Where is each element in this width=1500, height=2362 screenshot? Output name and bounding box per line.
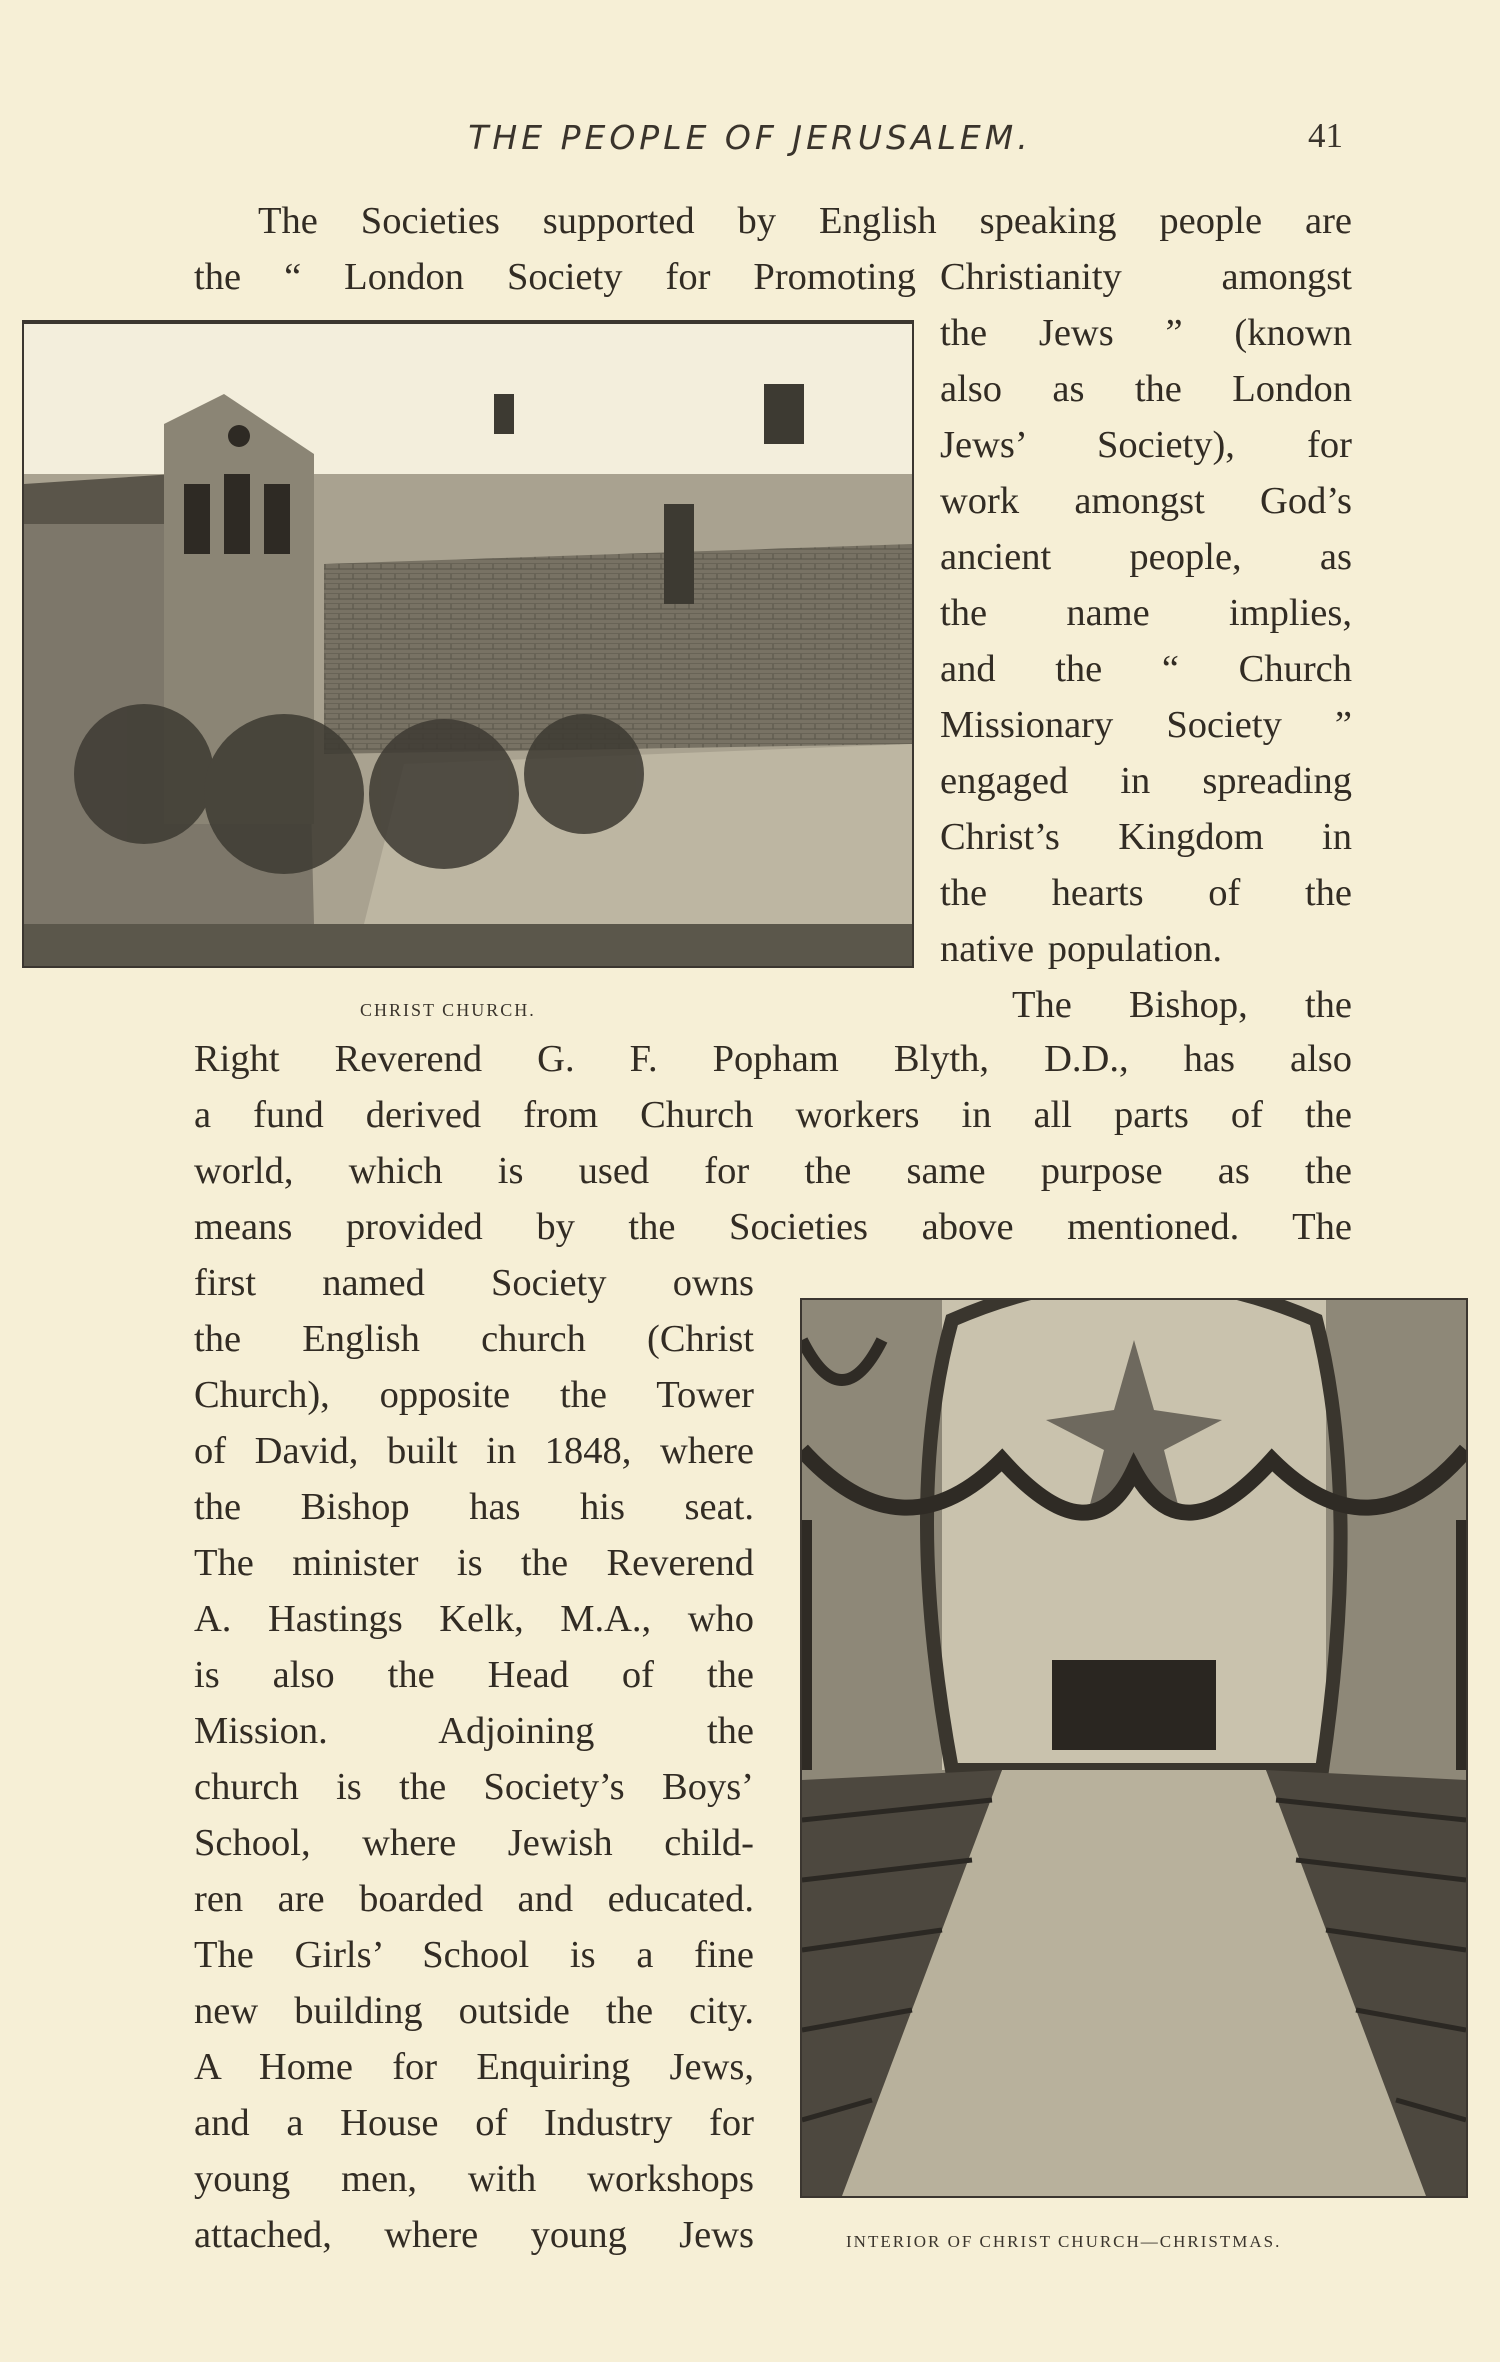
text-line: The Girls’ School is a fine	[194, 1934, 754, 1976]
text-line: the Bishop has his seat.	[194, 1486, 754, 1528]
text-line: Jews’ Society), for	[940, 424, 1352, 466]
text-line: world, which is used for the same purpose as the	[194, 1150, 1352, 1192]
text-line: the hearts of the	[940, 872, 1352, 914]
text-line: first named Society owns	[194, 1262, 754, 1304]
text-line: The minister is the Reverend	[194, 1542, 754, 1584]
page-number: 41	[1308, 116, 1343, 155]
text-line: young men, with workshops	[194, 2158, 754, 2200]
text-line: of David, built in 1848, where	[194, 1430, 754, 1472]
text-line: Christianity amongst	[940, 256, 1352, 298]
text-line: attached, where young Jews	[194, 2214, 754, 2256]
text-line: is also the Head of the	[194, 1654, 754, 1696]
text-line: A. Hastings Kelk, M.A., who	[194, 1598, 754, 1640]
christ-church-exterior-photo	[22, 322, 914, 968]
text-line: means provided by the Societies above mentioned. The	[194, 1206, 1352, 1248]
christ-church-interior-photo	[800, 1298, 1468, 2198]
text-line: ancient people, as	[940, 536, 1352, 578]
text-line: native population.	[940, 928, 1222, 970]
text-line: Mission. Adjoining the	[194, 1710, 754, 1752]
text-line: Right Reverend G. F. Popham Blyth, D.D., has also	[194, 1038, 1352, 1080]
running-title: THE PEOPLE OF JERUSALEM.	[468, 118, 1032, 157]
text-line: Church), opposite the Tower	[194, 1374, 754, 1416]
text-line: engaged in spreading	[940, 760, 1352, 802]
text-line: the name implies,	[940, 592, 1352, 634]
text-line: Missionary Society ”	[940, 704, 1352, 746]
text-line: a fund derived from Church workers in all parts of the	[194, 1094, 1352, 1136]
text-line: A Home for Enquiring Jews,	[194, 2046, 754, 2088]
text-line: The Societies supported by English speaking people are	[258, 200, 1352, 242]
text-line: new building outside the city.	[194, 1990, 754, 2032]
text-line: and the “ Church	[940, 648, 1352, 690]
text-line: The Bishop, the	[1012, 984, 1352, 1026]
text-line: work amongst God’s	[940, 480, 1352, 522]
figure-frame	[22, 320, 914, 322]
text-line: also as the London	[940, 368, 1352, 410]
exterior-caption: CHRIST CHURCH.	[360, 1000, 536, 1020]
text-line: church is the Society’s Boys’	[194, 1766, 754, 1808]
interior-caption: INTERIOR OF CHRIST CHURCH—CHRISTMAS.	[846, 2232, 1282, 2251]
text-line: the “ London Society for Promoting	[194, 256, 916, 298]
text-line: School, where Jewish child-	[194, 1822, 754, 1864]
text-line: and a House of Industry for	[194, 2102, 754, 2144]
text-line: the Jews ” (known	[940, 312, 1352, 354]
text-line: the English church (Christ	[194, 1318, 754, 1360]
text-line: Christ’s Kingdom in	[940, 816, 1352, 858]
text-line: ren are boarded and educated.	[194, 1878, 754, 1920]
